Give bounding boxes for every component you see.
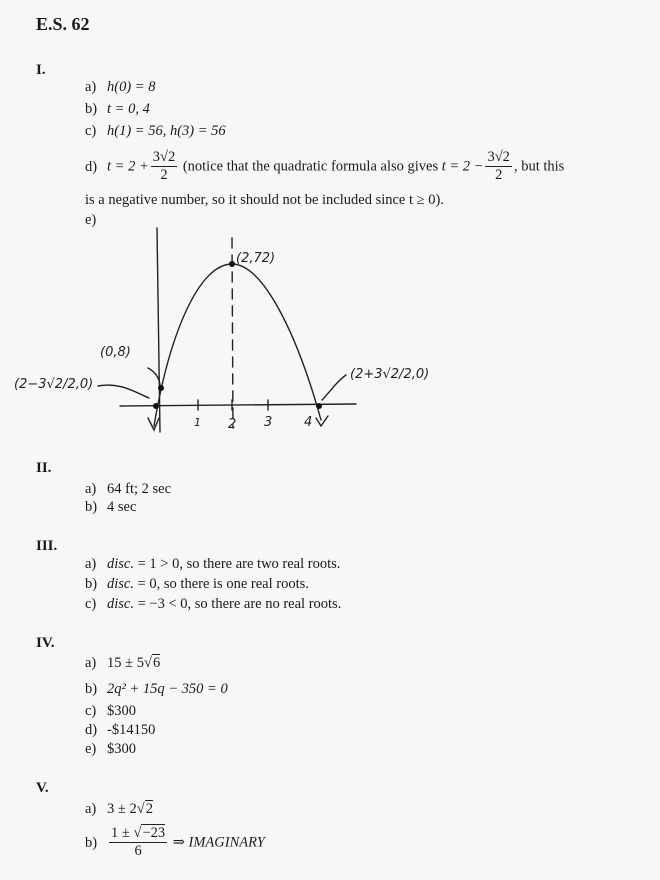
answer-1c <box>85 123 226 140</box>
answer-label: d) <box>85 158 98 175</box>
disc-term: disc. <box>107 596 134 612</box>
answer-alt-lhs: t = 2 − <box>441 158 484 175</box>
answer-tail: , but this <box>513 158 565 175</box>
answer-label: d) <box>85 722 98 738</box>
radicand: −23 <box>142 825 166 841</box>
section-2-heading: II. <box>36 460 52 476</box>
answer-text: = 0, so there is one real roots. <box>133 576 309 592</box>
answer-1d-line2: is a negative number, so it should not be included since t ≥ 0). <box>85 192 444 208</box>
fraction <box>151 150 177 184</box>
left-root-label: (2−3√2/2,0) <box>14 377 94 392</box>
parabola-curve <box>154 264 321 426</box>
fraction-denominator: 2 <box>160 166 168 183</box>
answer-4d <box>85 722 155 739</box>
answer-text: h(0) = 8 <box>107 79 156 95</box>
answer-4b <box>85 681 228 698</box>
arrow-left-end <box>148 418 159 430</box>
fraction <box>109 826 167 860</box>
answer-label: b) <box>85 834 98 851</box>
answer-label: b) <box>85 101 98 117</box>
right-root-label: (2+3√2/2,0) <box>350 367 430 382</box>
answer-label: b) <box>85 576 98 592</box>
arrow-right-end <box>316 416 328 426</box>
fraction <box>485 150 511 184</box>
worksheet-title: E.S. 62 <box>36 14 90 34</box>
answer-label: e) <box>85 212 97 228</box>
tick-label: 1 <box>194 416 201 429</box>
fraction-denominator: 6 <box>134 842 142 859</box>
answer-text: $300 <box>107 741 136 757</box>
section-1-heading: I. <box>36 62 46 78</box>
left-root-pointer <box>98 385 149 398</box>
right-root-pointer <box>322 375 346 400</box>
answer-text: 2q² + 15q − 350 = 0 <box>107 681 228 697</box>
answer-label: a) <box>85 801 97 817</box>
answer-5a <box>85 801 153 818</box>
tick-label: 3 <box>264 415 273 430</box>
tick-label: 4 <box>304 415 313 430</box>
sqrt-sign: √ <box>133 825 142 841</box>
answer-label: b) <box>85 681 98 697</box>
answer-text: h(1) = 56, h(3) = 56 <box>107 123 226 139</box>
answer-text: 15 ± 5 <box>107 655 144 671</box>
answer-text: $300 <box>107 703 136 719</box>
answer-4a <box>85 655 160 672</box>
answer-label: c) <box>85 703 97 719</box>
answer-1b <box>85 101 150 118</box>
parabola-sketch <box>0 220 660 460</box>
answer-label: c) <box>85 123 97 139</box>
answer-label: a) <box>85 556 97 572</box>
numerator-pre: 1 ± <box>111 825 130 841</box>
answer-conclusion: ⇒ IMAGINARY <box>172 834 265 851</box>
answer-3b <box>85 576 309 593</box>
radicand: 2 <box>145 801 153 817</box>
answer-4e <box>85 741 136 758</box>
section-3-heading: III. <box>36 538 58 554</box>
left-root-point <box>153 403 159 409</box>
disc-term: disc. <box>107 576 134 592</box>
yint-pointer <box>148 368 160 386</box>
answer-label: a) <box>85 79 97 95</box>
answer-3a <box>85 556 340 573</box>
answer-label: a) <box>85 655 97 671</box>
answer-text: t = 0, 4 <box>107 101 150 117</box>
answer-1a <box>85 79 155 96</box>
sqrt-sign: √ <box>143 655 152 671</box>
answer-2a <box>85 481 171 498</box>
yint-label: (0,8) <box>100 345 131 360</box>
answer-label: e) <box>85 741 97 757</box>
section-4-heading: IV. <box>36 635 55 651</box>
fraction-numerator: 3√2 <box>487 149 510 165</box>
answer-text: = 1 > 0, so there are two real roots. <box>133 556 341 572</box>
answer-label: c) <box>85 596 97 612</box>
answer-label: a) <box>85 481 97 497</box>
answer-text: 3 ± 2 <box>107 801 137 817</box>
answer-2b <box>85 499 136 516</box>
answer-text: 4 sec <box>107 499 137 515</box>
answer-label: b) <box>85 499 98 515</box>
answer-text: = −3 < 0, so there are no real roots. <box>133 596 342 612</box>
radicand: 6 <box>152 655 161 671</box>
right-root-point <box>316 403 322 409</box>
fraction-numerator: 3√2 <box>152 149 176 165</box>
answer-1d <box>85 150 564 184</box>
fraction-denominator: 2 <box>495 166 503 183</box>
yint-point <box>158 385 164 391</box>
answer-lhs: t = 2 + <box>107 158 149 175</box>
tick-label: 2 <box>228 417 237 432</box>
vertex-point <box>229 261 235 267</box>
answer-text: -$14150 <box>107 722 156 738</box>
answer-note: (notice that the quadratic formula also gives <box>182 158 439 175</box>
fraction-numerator <box>109 826 167 843</box>
sqrt-sign: √ <box>136 801 145 817</box>
disc-term: disc. <box>107 556 134 572</box>
answer-3c <box>85 596 341 613</box>
section-5-heading: V. <box>36 780 49 796</box>
answer-5b <box>85 826 265 860</box>
answer-4c <box>85 703 136 720</box>
answer-text: 64 ft; 2 sec <box>107 481 172 497</box>
vertex-label: (2,72) <box>236 251 276 266</box>
